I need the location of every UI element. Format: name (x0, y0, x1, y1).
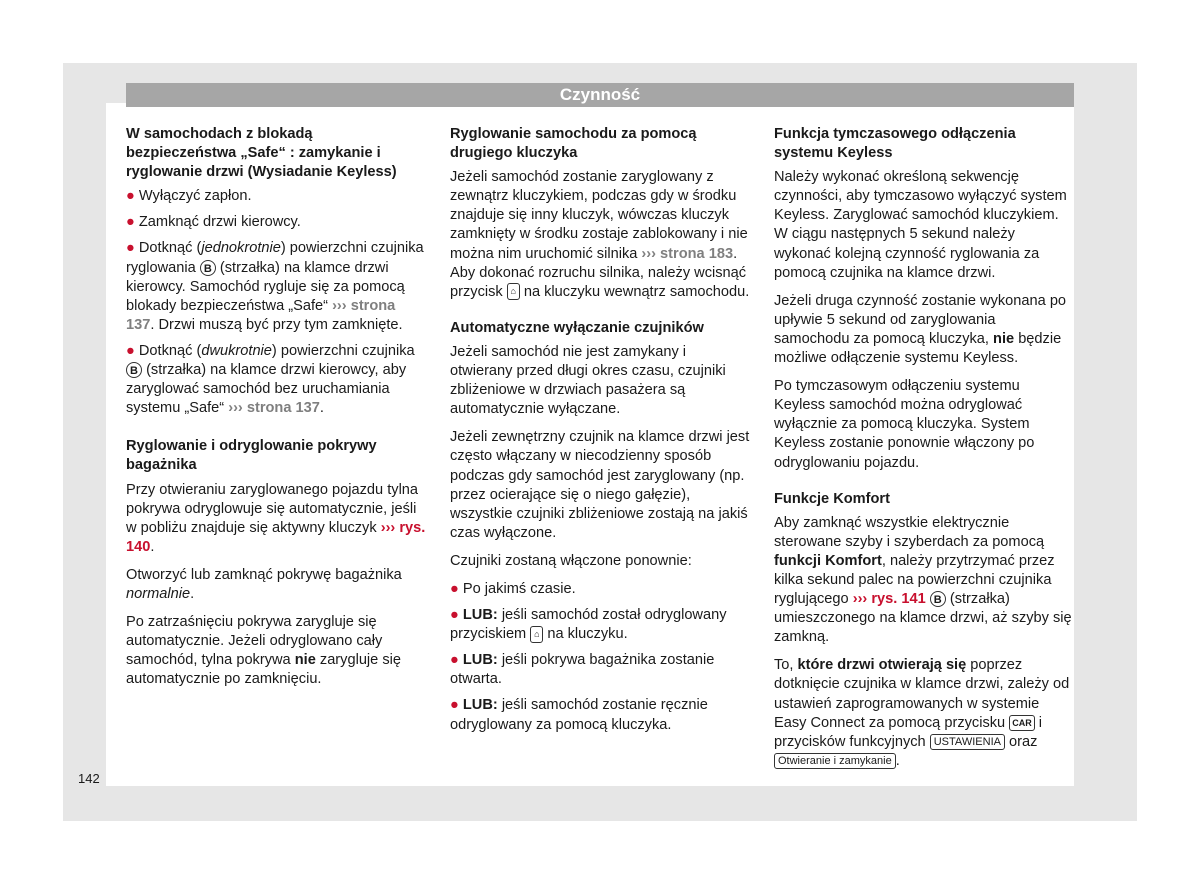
page-link[interactable]: ››› strona 137 (228, 400, 320, 417)
list-item: ● Zamknąć drzwi kierowcy. (126, 214, 301, 231)
b-marker-icon: B (126, 362, 142, 378)
paragraph: Należy wykonać określoną sekwencję czynności, aby tymczasowo wyłączyć system Keyless. Zaryglować samochód kluczykiem. W ciągu następnych 5 sekund należy wykonać kolejną czynność ryglowania za pomocą czujnika na klamce drzwi. (774, 169, 1067, 281)
paragraph: Otworzyć lub zamknąć pokrywę bagażnika normalnie. (126, 566, 402, 602)
paragraph: Aby zamknąć wszystkie elektrycznie sterowane szyby i szyberdach za pomocą funkcji Komfort, należy przytrzymać przez kilka sekund palec na powierzchni czujnika ryglującego ››› rys. 141 B (strzałka) umieszczonego na klamce drzwi, aż szyby się zamkną. (774, 514, 1072, 646)
bullet-icon: ● (450, 697, 459, 714)
heading-trunk: Ryglowanie i odryglowanie pokrywy bagażnika (126, 438, 377, 474)
settings-tag: USTAWIENIA (930, 734, 1005, 750)
list-item: ● Wyłączyć zapłon. (126, 188, 252, 205)
column-2 (450, 125, 750, 742)
paragraph: Jeżeli samochód nie jest zamykany i otwierany przed długi okres czasu, czujniki zbliżeniowe w drzwiach pasażera są automatycznie wyłączane. (450, 343, 726, 418)
bullet-icon: ● (450, 607, 459, 624)
list-item: ● Dotknąć (dwukrotnie) powierzchni czujnika B (strzałka) na klamce drzwi kierowcy, aby zaryglować samochód bez uruchamiania systemu „Safe“ ››› strona 137. (126, 342, 415, 417)
page-frame-right (1074, 63, 1137, 821)
list-item: ● Po jakimś czasie. (450, 580, 576, 597)
page-frame-left (63, 63, 106, 821)
paragraph: Przy otwieraniu zaryglowanego pojazdu tylna pokrywa odryglowuje się automatycznie, jeśli w pobliżu znajduje się aktywny kluczyk ››› rys. 140. (126, 481, 426, 555)
paragraph: Czujniki zostaną włączone ponownie: (450, 552, 692, 569)
paragraph: Jeżeli samochód zostanie zaryglowany z zewnątrz kluczykiem, podczas gdy w środku znajduje się inny kluczyk, wówczas kluczyk zamknięty w środku zostaje zablokowany i nie można nim uruchomić silnika ››› strona 183. Aby dokonać rozruchu silnika, należy wcisnąć przycisk ⌂ na kluczyku wewnątrz samochodu. (450, 169, 750, 300)
open-close-tag: Otwieranie i zamykanie (774, 753, 896, 769)
paragraph: Jeżeli druga czynność zostanie wykonana po upływie 5 sekund od zaryglowania samochodu za pomocą kluczyka, nie będzie możliwe odłączenie systemu Keyless. (774, 292, 1067, 367)
list-item: ● Dotknąć (jednokrotnie) powierzchni czujnika ryglowania B (strzałka) na klamce drzwi kierowcy. Samochód rygluje się za pomocą blokady bezpieczeństwa „Safe“ ››› strona 137. Drzwi muszą być przy tym zamknięte. (126, 240, 424, 333)
page-link[interactable]: ››› strona 183 (641, 245, 734, 262)
heading-comfort: Funkcje Komfort (774, 490, 890, 507)
paragraph: To, które drzwi otwierają się poprzez dotknięcie czujnika w klamce drzwi, zależy od ustawień zaprogramowanych w systemie Easy Connect za pomocą przycisku CAR i przycisków funkcyjnych USTAWIENIA oraz Otwieranie i zamykanie . (774, 657, 1070, 769)
list-item: ● LUB: jeśli pokrywa bagażnika zostanie otwarta. (450, 652, 715, 688)
bullet-icon: ● (126, 188, 135, 205)
b-marker-icon: B (930, 591, 946, 607)
heading-safe-lock: W samochodach z blokadą bezpieczeństwa „Safe“ : zamykanie i ryglowanie drzwi (Wysiadanie Keyless) (126, 126, 397, 181)
list-item: ● LUB: jeśli samochód zostanie ręcznie odryglowany za pomocą kluczyka. (450, 697, 708, 733)
bullet-icon: ● (450, 580, 459, 597)
heading-second-key: Ryglowanie samochodu za pomocą drugiego kluczyka (450, 126, 697, 162)
paragraph: Po tymczasowym odłączeniu systemu Keyless samochód można odryglować wyłącznie za pomocą kluczyka. System Keyless zostanie ponownie włączony po odryglowaniu pojazdu. (774, 378, 1035, 471)
heading-auto-sensors: Automatyczne wyłączanie czujników (450, 319, 704, 336)
figure-link[interactable]: ››› rys. 141 (852, 591, 926, 608)
car-button-icon: CAR (1009, 715, 1035, 731)
paragraph: Jeżeli zewnętrzny czujnik na klamce drzwi jest często włączany w niecodzienny sposób podczas gdy samochód jest zaryglowany (np. przez ocierające się o niego gałęzie), wszystkie czujniki zbliżeniowe zostają na jakiś czas wyłączone. (450, 429, 750, 541)
bullet-icon: ● (126, 342, 135, 359)
bullet-icon: ● (126, 240, 135, 257)
bullet-icon: ● (450, 652, 459, 669)
page-frame-bottom (63, 786, 1137, 821)
b-marker-icon: B (200, 260, 216, 276)
column-3 (774, 125, 1074, 780)
list-item: ● LUB: jeśli samochód został odryglowany przyciskiem ⌂ na kluczyku. (450, 607, 727, 643)
paragraph: Po zatrzaśnięciu pokrywa zarygluje się automatycznie. Jeżeli odryglowano cały samochód, tylna pokrywa nie zarygluje się automatycznie po zamknięciu. (126, 614, 402, 688)
heading-keyless-disable: Funkcja tymczasowego odłączenia systemu Keyless (774, 126, 1016, 162)
page-link[interactable]: ››› strona 137 (126, 297, 396, 333)
column-1 (126, 125, 426, 698)
figure-link[interactable]: ››› rys. 140 (126, 519, 426, 555)
key-unlock-button-icon: ⌂ (530, 626, 543, 643)
page-number: 142 (78, 771, 100, 786)
section-title: Czynność (126, 83, 1074, 107)
key-unlock-button-icon: ⌂ (507, 283, 520, 300)
bullet-icon: ● (126, 214, 135, 231)
